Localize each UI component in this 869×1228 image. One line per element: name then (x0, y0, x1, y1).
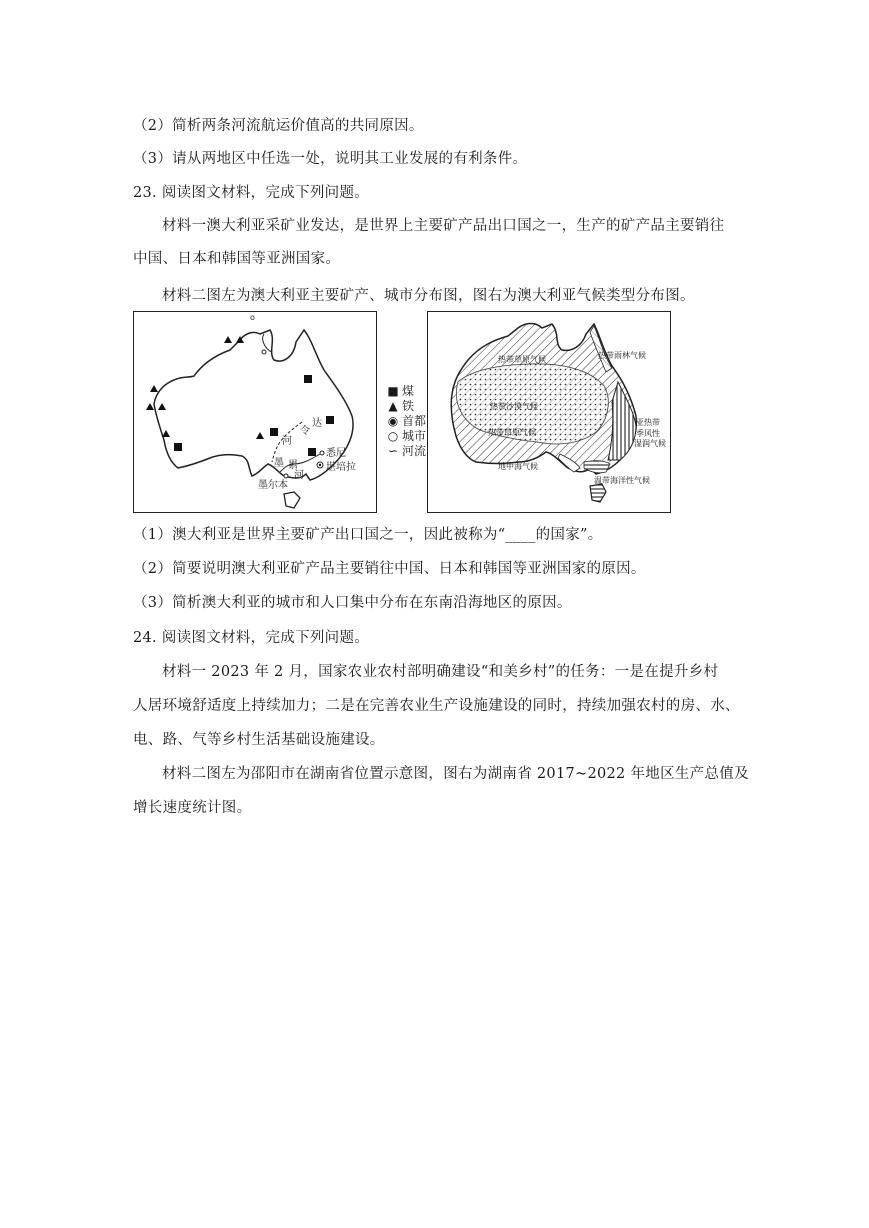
q24-material-1-line-3: 电、路、气等乡村生活基础设施建设。 (133, 732, 385, 748)
coal-mine-1 (304, 375, 312, 383)
question-22-2: （2）简析两条河流航运价值高的共同原因。 (133, 118, 424, 134)
material-1-line-2: 中国、日本和韩国等亚洲国家。 (133, 251, 341, 267)
capital-legend-icon: ◉ (387, 414, 399, 428)
tasmania-climate (590, 484, 606, 502)
iron-mine-4 (146, 403, 154, 410)
material-1-line-1: 材料一澳大利亚采矿业发达，是世界上主要矿产品出口国之一，生产的矿产品主要销往 (162, 218, 725, 234)
q24-material-1-line-1: 材料一 2023 年 2 月，国家农业农村部明确建设“和美乡村”的任务：一是在提升乡村 (162, 664, 719, 680)
river-label-lei: 累 (288, 460, 298, 471)
carpentaria-gulf (263, 334, 272, 352)
australia-climate-map (427, 311, 671, 513)
coal-mine-2 (326, 416, 334, 424)
question-23-2: （2）简要说明澳大利亚矿产品主要销往中国、日本和韩国等亚洲国家的原因。 (133, 561, 646, 577)
river-label-da: 达 (312, 418, 322, 429)
sydney-label: 悉尼 (326, 448, 346, 459)
iron-mine-1 (224, 336, 232, 343)
iron-mine-5 (158, 403, 166, 410)
label-temperate-marine: 温带海洋性气候 (594, 476, 650, 485)
svg-text:o: o (250, 313, 255, 322)
label-subtropical-3: 湿润气候 (634, 439, 666, 448)
river-label-he: 河 (282, 436, 292, 447)
tasmania (284, 492, 300, 508)
label-tropical-desert: 热带沙漠气候 (490, 402, 538, 411)
legend-coal: 煤 (402, 384, 415, 398)
city-dot-north (262, 350, 266, 354)
material-2-line: 材料二图左为澳大利亚主要矿产、城市分布图，图右为澳大利亚气候类型分布图。 (162, 288, 695, 304)
question-22-3: （3）请从两地区中任选一处，说明其工业发展的有利条件。 (133, 151, 528, 167)
river-label-he2: 河 (294, 470, 304, 481)
coal-mine-5 (308, 448, 316, 456)
question-23-3: （3）简析澳大利亚的城市和人口集中分布在东南沿海地区的原因。 (133, 595, 572, 611)
legend-city: 城市 (402, 429, 427, 443)
legend-iron: 铁 (402, 399, 415, 413)
question-23-1: （1）澳大利亚是世界主要矿产出口国之一，因此被称为“____的国家”。 (133, 527, 603, 543)
coal-legend-icon: ■ (387, 384, 399, 398)
label-subtropical-2: 季风性 (636, 429, 660, 438)
q24-material-2-line-1: 材料二图左为邵阳市在湖南省位置示意图，图右为湖南省 2017~2022 年地区生产总值及 (162, 766, 749, 782)
map-legend (386, 384, 426, 459)
legend-capital: 首都 (402, 414, 427, 428)
label-subtropical-1: 亚热带 (636, 418, 660, 427)
question-24-intro: 24. 阅读图文材料，完成下列问题。 (133, 630, 370, 646)
australia-outline (154, 330, 353, 480)
river-label-ling: 令 (300, 426, 310, 437)
melbourne-label: 墨尔本 (258, 480, 288, 491)
canberra-label: 堪培拉 (326, 462, 356, 473)
iron-mine-7 (256, 432, 264, 439)
question-23-intro: 23. 阅读图文材料，完成下列问题。 (133, 185, 370, 201)
label-tropical-rainforest: 热带雨林气候 (598, 351, 646, 360)
q24-material-1-line-2: 人居环境舒适度上持续加力；二是在完善农业生产设施建设的同时，持续加强农村的房、水、 (133, 698, 740, 714)
city-legend-icon: ○ (387, 429, 399, 443)
q24-material-2-line-2: 增长速度统计图。 (133, 800, 252, 816)
city-melbourne-dot (284, 474, 288, 478)
city-sydney-dot (320, 451, 324, 455)
australia-minerals-map (133, 311, 377, 513)
label-tropical-grassland-south: 热带草原气候 (488, 428, 536, 437)
legend-river: 河流 (402, 444, 427, 458)
coal-mine-4 (174, 443, 182, 451)
iron-legend-icon: ▲ (388, 399, 398, 413)
label-mediterranean: 地中海气候 (498, 462, 538, 471)
iron-mine-6 (162, 430, 170, 437)
river-label-mo: 墨 (274, 458, 284, 469)
iron-mine-3 (150, 385, 158, 392)
coal-mine-3 (270, 428, 278, 436)
label-tropical-grassland-north: 热带草原气候 (498, 355, 546, 364)
river-legend-icon: ∽ (387, 444, 399, 458)
